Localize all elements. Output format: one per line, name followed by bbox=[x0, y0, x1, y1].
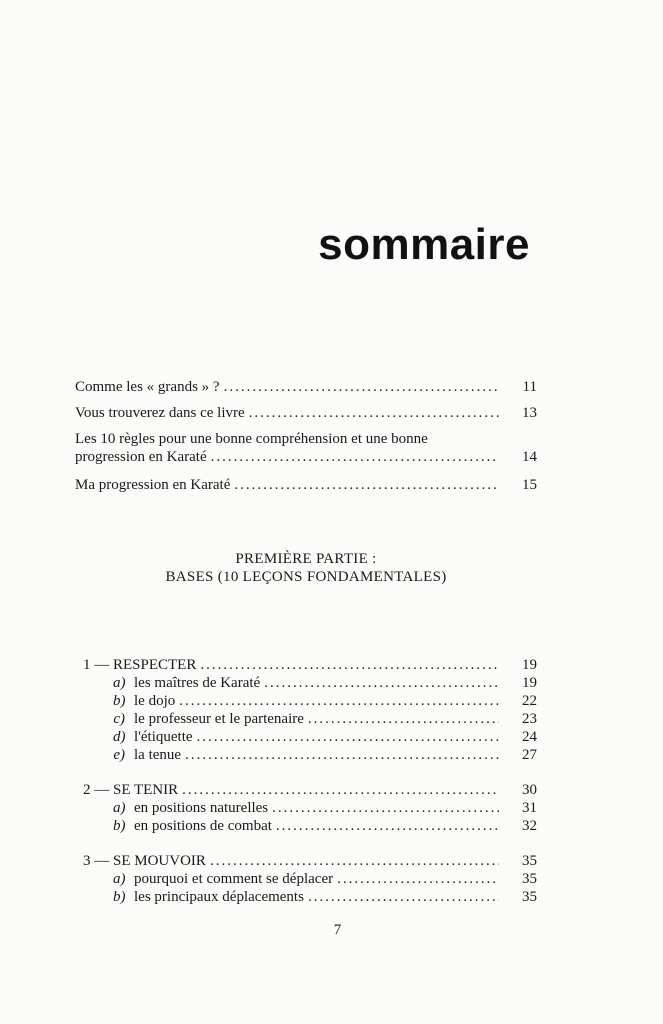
subentry-page: 35 bbox=[522, 889, 537, 905]
subentry-letter: b) bbox=[113, 818, 126, 834]
chapter-entry bbox=[83, 656, 537, 674]
subentry bbox=[83, 728, 537, 746]
subentry-text: l'étiquette bbox=[134, 729, 193, 745]
toc-entry-text-line2: progression en Karaté bbox=[75, 449, 207, 465]
part-heading-block bbox=[75, 550, 537, 586]
leader-dots bbox=[185, 746, 499, 764]
chapter-label: 2 — SE TENIR bbox=[83, 782, 179, 798]
toc-entry-text: Ma progression en Karaté bbox=[75, 477, 231, 493]
leader-dots bbox=[337, 870, 499, 888]
toc-entry-page: 13 bbox=[522, 405, 537, 421]
toc-entry-page: 14 bbox=[522, 449, 537, 465]
chapter-block bbox=[83, 781, 537, 835]
subentry-page: 35 bbox=[522, 871, 537, 887]
subentry-text: le dojo bbox=[134, 693, 176, 709]
toc-entry-text: Vous trouverez dans ce livre bbox=[75, 405, 245, 421]
toc-entry-text-line1: Les 10 règles pour une bonne compréhension et une bonne bbox=[75, 431, 428, 447]
subentry-text: pourquoi et comment se déplacer bbox=[134, 871, 334, 887]
leader-dots bbox=[276, 817, 499, 835]
subentry bbox=[83, 674, 537, 692]
subentry-page: 27 bbox=[522, 747, 537, 763]
subentry-letter: e) bbox=[113, 747, 125, 763]
toc-entry bbox=[75, 476, 537, 494]
leader-dots bbox=[182, 781, 499, 799]
leader-dots bbox=[211, 448, 499, 466]
subentry-letter: d) bbox=[113, 729, 126, 745]
leader-dots bbox=[249, 404, 499, 422]
subentry-page: 24 bbox=[522, 729, 537, 745]
chapter-label: 3 — SE MOUVOIR bbox=[83, 853, 206, 869]
toc-entry bbox=[75, 378, 537, 396]
subentry-letter: c) bbox=[113, 711, 125, 727]
leader-dots bbox=[210, 852, 499, 870]
leader-dots bbox=[179, 692, 499, 710]
intro-toc bbox=[75, 378, 537, 502]
toc-entry-line2 bbox=[75, 448, 537, 466]
leader-dots bbox=[234, 476, 499, 494]
subentry-text: en positions de combat bbox=[134, 818, 272, 834]
toc-entry bbox=[75, 404, 537, 422]
subentry-letter: a) bbox=[113, 871, 126, 887]
subentry-text: la tenue bbox=[134, 747, 182, 763]
subentry-page: 23 bbox=[522, 711, 537, 727]
leader-dots bbox=[272, 799, 499, 817]
chapter-entry bbox=[83, 781, 537, 799]
subentry-text: le professeur et le partenaire bbox=[134, 711, 304, 727]
subentry-page: 31 bbox=[522, 800, 537, 816]
chapter-entry bbox=[83, 852, 537, 870]
page-title: sommaire bbox=[318, 220, 530, 269]
toc-entry bbox=[75, 430, 537, 466]
leader-dots bbox=[308, 710, 499, 728]
subentry-text: les maîtres de Karaté bbox=[134, 675, 261, 691]
subentry-letter: b) bbox=[113, 889, 126, 905]
chapter-page: 30 bbox=[522, 782, 537, 798]
page-number: 7 bbox=[333, 922, 342, 938]
toc-entry-page: 11 bbox=[522, 379, 537, 395]
toc-entry-page: 15 bbox=[522, 477, 537, 493]
chapter-page: 35 bbox=[522, 853, 537, 869]
toc-entry-text: Comme les « grands » ? bbox=[75, 379, 220, 395]
subentry-letter: b) bbox=[113, 693, 126, 709]
leader-dots bbox=[264, 674, 499, 692]
part-heading: PREMIÈRE PARTIE : bbox=[235, 551, 377, 567]
leader-dots bbox=[200, 656, 499, 674]
subentry-letter: a) bbox=[113, 800, 126, 816]
subentry-page: 19 bbox=[522, 675, 537, 691]
chapter-block bbox=[83, 852, 537, 906]
subentry-page: 22 bbox=[522, 693, 537, 709]
subentry-letter: a) bbox=[113, 675, 126, 691]
subentry bbox=[83, 870, 537, 888]
leader-dots bbox=[224, 378, 499, 396]
chapter-label: 1 — RESPECTER bbox=[83, 657, 197, 673]
subentry bbox=[83, 710, 537, 728]
subentry bbox=[83, 799, 537, 817]
subentry-text: les principaux déplacements bbox=[134, 889, 304, 905]
subentry bbox=[83, 817, 537, 835]
subentry bbox=[83, 746, 537, 764]
chapter-block bbox=[83, 656, 537, 764]
leader-dots bbox=[308, 888, 499, 906]
leader-dots bbox=[197, 728, 499, 746]
subentry-page: 32 bbox=[522, 818, 537, 834]
subentry bbox=[83, 692, 537, 710]
subentry-text: en positions naturelles bbox=[134, 800, 269, 816]
chapter-page: 19 bbox=[522, 657, 537, 673]
part-subheading: BASES (10 LEÇONS FONDAMENTALES) bbox=[165, 569, 447, 585]
subentry bbox=[83, 888, 537, 906]
